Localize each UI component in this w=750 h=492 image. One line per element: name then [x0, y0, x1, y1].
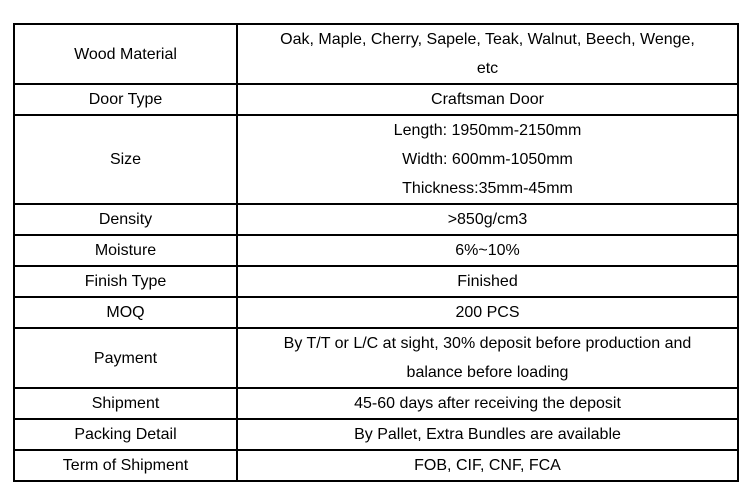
row-label: Wood Material [14, 24, 237, 84]
value-line: Length: 1950mm-2150mm [393, 122, 582, 139]
row-value: >850g/cm3 [237, 204, 738, 235]
table-row-door-type [14, 84, 738, 115]
row-label: Size [14, 115, 237, 204]
row-label: Shipment [14, 388, 237, 419]
value-line: Thickness:35mm-45mm [402, 180, 573, 197]
row-label: Payment [14, 328, 237, 388]
table-row-moq [14, 297, 738, 328]
value-line: balance before loading [406, 364, 569, 381]
row-label: Packing Detail [14, 419, 237, 450]
value-line: Oak, Maple, Cherry, Sapele, Teak, Walnut, Beech, Wenge, [280, 31, 695, 48]
table-row-packing-detail [14, 419, 738, 450]
value-line: By T/T or L/C at sight, 30% deposit before production and [283, 335, 692, 352]
row-label: Moisture [14, 235, 237, 266]
table-row-moisture [14, 235, 738, 266]
table-row-density [14, 204, 738, 235]
row-label: Door Type [14, 84, 237, 115]
spec-table-container [13, 23, 739, 482]
row-label: Term of Shipment [14, 450, 237, 481]
row-value: 200 PCS [237, 297, 738, 328]
row-value: Craftsman Door [237, 84, 738, 115]
value-line: etc [476, 60, 499, 77]
row-label: Density [14, 204, 237, 235]
table-row-wood-material [14, 24, 738, 84]
value-line: Width: 600mm-1050mm [402, 151, 573, 168]
row-value: FOB, CIF, CNF, FCA [237, 450, 738, 481]
table-row-term-of-shipment [14, 450, 738, 481]
row-label: Finish Type [14, 266, 237, 297]
row-value: 45-60 days after receiving the deposit [237, 388, 738, 419]
table-row-payment [14, 328, 738, 388]
row-value: 6%~10% [237, 235, 738, 266]
row-value [237, 24, 738, 84]
product-spec-table [13, 23, 739, 482]
row-value: By Pallet, Extra Bundles are available [237, 419, 738, 450]
table-row-size [14, 115, 738, 204]
table-row-shipment [14, 388, 738, 419]
table-row-finish-type [14, 266, 738, 297]
row-value [237, 115, 738, 204]
row-value [237, 328, 738, 388]
row-label: MOQ [14, 297, 237, 328]
row-value: Finished [237, 266, 738, 297]
